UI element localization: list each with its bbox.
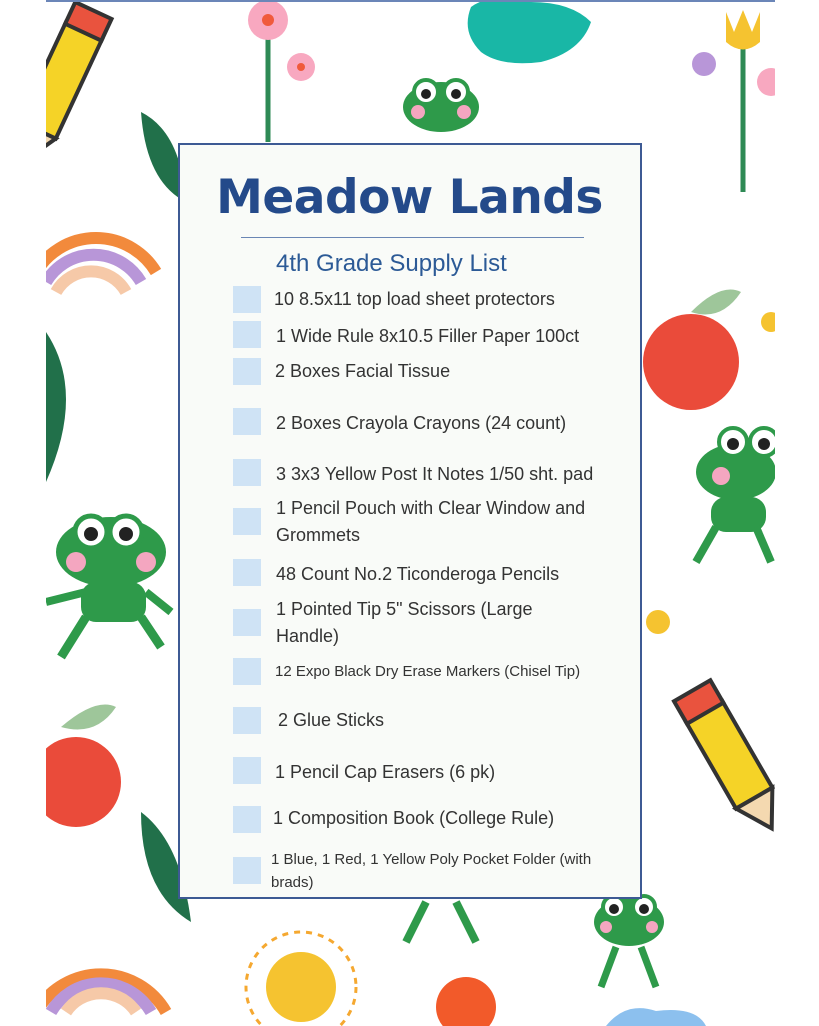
checkbox[interactable] [233, 757, 261, 784]
frog-leg-icon [456, 902, 476, 942]
checkbox[interactable] [233, 707, 261, 734]
item-label: 3 3x3 Yellow Post It Notes 1/50 sht. pad [276, 464, 594, 484]
apple-icon [643, 290, 741, 411]
flower-icon [646, 610, 670, 634]
page-subtitle: 4th Grade Supply List [276, 250, 507, 277]
flower-icon [436, 977, 496, 1026]
item-label: 10 8.5x11 top load sheet protectors [274, 289, 555, 309]
frog-icon [696, 428, 775, 562]
item-label: 2 Boxes Crayola Crayons (24 count) [276, 413, 567, 433]
item-label: 1 Pencil Pouch with Clear Window and Grommets [276, 498, 586, 545]
checkbox[interactable] [233, 459, 261, 486]
frog-icon [403, 80, 479, 132]
checkbox[interactable] [233, 321, 261, 348]
checkbox[interactable] [233, 857, 261, 884]
frog-icon [594, 896, 664, 987]
checkbox[interactable] [233, 286, 261, 313]
sun-icon [246, 932, 356, 1026]
pencil-icon [674, 680, 775, 839]
checkbox[interactable] [233, 358, 261, 385]
apple-icon [46, 705, 121, 828]
checkbox[interactable] [233, 658, 261, 685]
item-label: 1 Wide Rule 8x10.5 Filler Paper 100ct [276, 326, 580, 346]
flower-icon [761, 312, 775, 332]
checkbox[interactable] [233, 609, 261, 636]
cloud-icon [468, 2, 591, 63]
rainbow-icon [46, 974, 166, 1012]
item-label: 2 Glue Sticks [278, 710, 385, 730]
item-label: 12 Expo Black Dry Erase Markers (Chisel Tip) [275, 663, 581, 680]
rainbow-icon [46, 238, 156, 292]
checkbox[interactable] [233, 806, 261, 833]
tulip-icon [692, 10, 775, 192]
item-label: 2 Boxes Facial Tissue [275, 361, 451, 381]
item-label: 1 Blue, 1 Red, 1 Yellow Poly Pocket Folder (with brads) [271, 851, 592, 891]
fern-icon [46, 332, 66, 482]
pencil-icon [46, 2, 112, 170]
item-label: 1 Pencil Cap Erasers (6 pk) [275, 762, 496, 782]
checkbox[interactable] [233, 559, 261, 586]
flower-icon [248, 2, 315, 142]
checkbox[interactable] [233, 408, 261, 435]
cloud-icon [606, 1008, 706, 1026]
frog-leg-icon [406, 902, 426, 942]
item-label: 48 Count No.2 Ticonderoga Pencils [276, 564, 560, 584]
page-title: Meadow Lands [216, 170, 603, 225]
checkbox[interactable] [233, 508, 261, 535]
item-label: 1 Pointed Tip 5" Scissors (Large Handle) [276, 599, 533, 646]
frog-icon [46, 516, 171, 657]
item-label: 1 Composition Book (College Rule) [273, 808, 555, 828]
title-divider [241, 237, 584, 238]
